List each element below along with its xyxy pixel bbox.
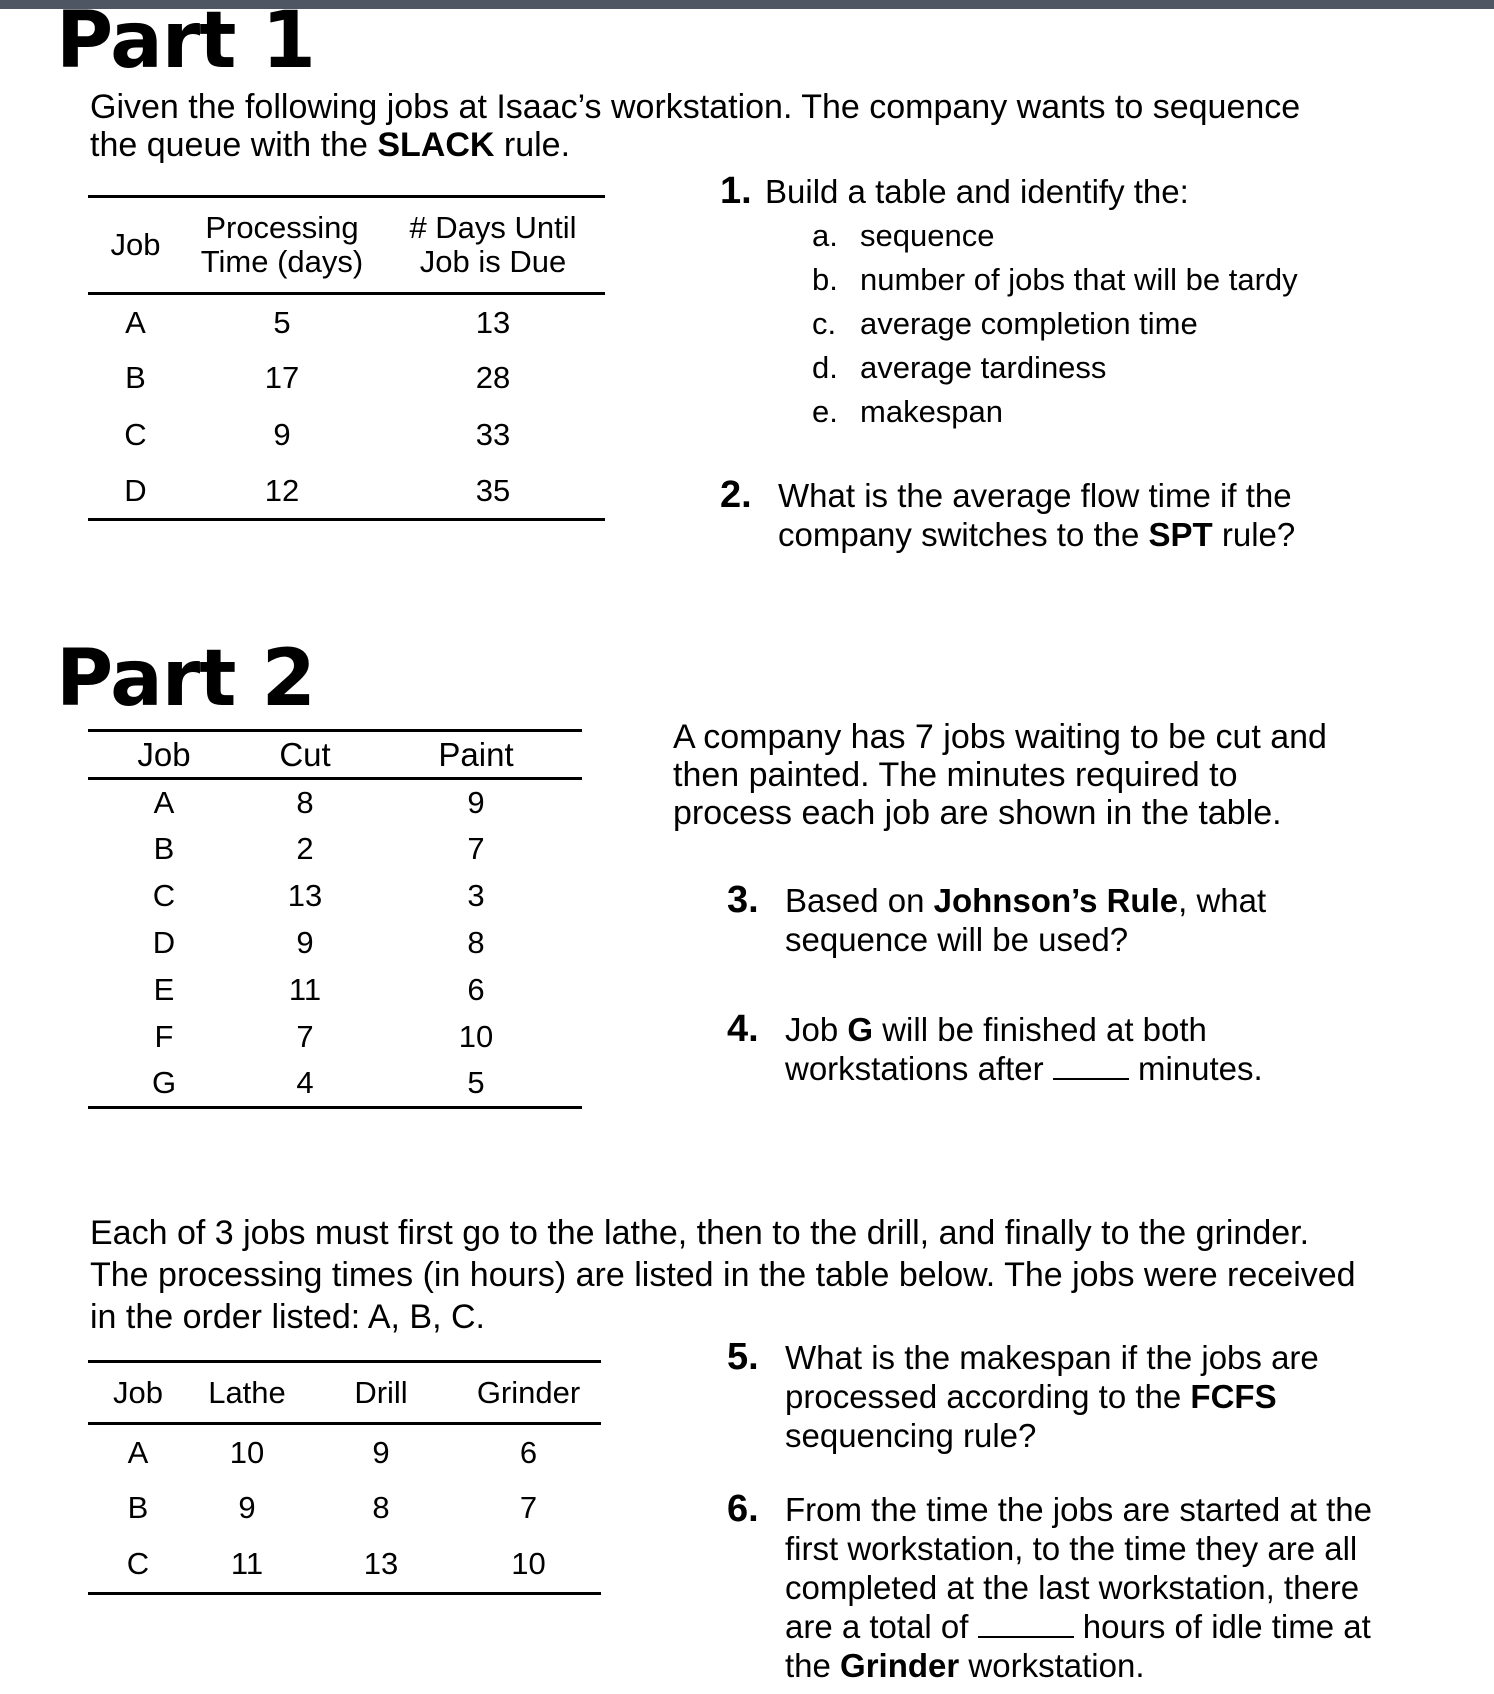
item-text: number of jobs that will be tardy xyxy=(860,262,1298,297)
item-text: makespan xyxy=(860,394,1004,429)
cell-grinder: 7 xyxy=(519,1490,538,1526)
table-row xyxy=(88,1424,601,1481)
part2-intro-line3: process each job are shown in the table. xyxy=(673,794,1282,832)
header-paint: Paint xyxy=(438,735,514,773)
item-letter: b. xyxy=(812,262,838,297)
cell-job: F xyxy=(154,1019,174,1054)
cell-lathe: 9 xyxy=(238,1490,256,1526)
item-text: average tardiness xyxy=(860,350,1107,385)
cell-paint: 9 xyxy=(467,784,485,820)
cell-paint: 6 xyxy=(467,972,485,1007)
cell-job: C xyxy=(124,416,147,452)
cell-job: B xyxy=(127,1490,149,1526)
table-row xyxy=(88,350,605,407)
cell-paint: 8 xyxy=(467,925,485,960)
part2-machines-table xyxy=(88,1360,601,1595)
table-row xyxy=(88,873,582,920)
item-text: average completion time xyxy=(860,306,1198,341)
header-days-until-due: # Days Until Job is Due xyxy=(409,210,577,279)
three-jobs-line1: Each of 3 jobs must first go to the lathe, then to the drill, and finally to the grinder. xyxy=(90,1214,1310,1252)
question-6-number: 6. xyxy=(727,1488,759,1530)
cell-paint: 5 xyxy=(467,1065,485,1101)
part1-intro-line2: the queue with the SLACK rule. xyxy=(90,126,571,164)
cell-paint: 3 xyxy=(467,878,485,913)
answer-blank[interactable] xyxy=(1053,1078,1129,1080)
part1-intro-line1: Given the following jobs at Isaac’s workstation. The company wants to sequence xyxy=(90,88,1301,126)
question-1 xyxy=(720,172,1460,432)
part2-intro xyxy=(673,718,1473,832)
cell-grinder: 10 xyxy=(511,1546,546,1581)
header-drill: Drill xyxy=(354,1374,408,1410)
question-1-item xyxy=(812,258,1298,302)
table-row xyxy=(88,463,605,520)
header-job: Job xyxy=(137,735,191,773)
part2-title: Part 2 xyxy=(56,634,315,724)
cell-due: 28 xyxy=(475,360,511,396)
question-2-line1: What is the average flow time if the xyxy=(778,477,1292,514)
part1-jobs-table xyxy=(88,195,605,521)
cell-job: B xyxy=(125,360,146,396)
question-1-text: Build a table and identify the: xyxy=(765,173,1189,210)
item-letter: e. xyxy=(812,394,838,429)
cell-proc: 12 xyxy=(264,472,300,508)
three-jobs-line3: in the order listed: A, B, C. xyxy=(90,1298,485,1336)
part1-intro xyxy=(90,88,1470,164)
question-3-line2: sequence will be used? xyxy=(785,921,1129,958)
cell-cut: 11 xyxy=(288,972,322,1007)
question-6 xyxy=(727,1488,1467,1684)
question-5-line1: What is the makespan if the jobs are xyxy=(785,1339,1319,1376)
cell-proc: 9 xyxy=(273,416,291,452)
cell-job: G xyxy=(151,1065,177,1101)
header-job: Job xyxy=(110,227,161,262)
question-6-line3: completed at the last workstation, there xyxy=(785,1569,1360,1606)
table-row xyxy=(88,1061,582,1108)
question-2-number: 2. xyxy=(720,474,752,516)
part2-intro-line2: then painted. The minutes required to xyxy=(673,756,1238,794)
cell-paint: 7 xyxy=(467,831,485,866)
question-1-number: 1. xyxy=(720,170,752,212)
table-header-row xyxy=(88,731,582,779)
cell-job: E xyxy=(153,972,175,1007)
cell-lathe: 11 xyxy=(230,1546,264,1581)
three-jobs-line2: The processing times (in hours) are listed in the table below. The jobs were received xyxy=(90,1256,1356,1294)
header-lathe: Lathe xyxy=(208,1374,286,1410)
part2-intro-three-jobs xyxy=(90,1212,1490,1338)
cell-drill: 8 xyxy=(372,1490,390,1526)
cell-job: D xyxy=(124,472,147,508)
table-row xyxy=(88,1480,601,1537)
question-3-number: 3. xyxy=(727,879,759,921)
cell-proc: 5 xyxy=(273,304,291,340)
table-row xyxy=(88,826,582,873)
question-1-items xyxy=(812,214,1298,434)
question-5-number: 5. xyxy=(727,1336,759,1378)
question-6-line2: first workstation, to the time they are all xyxy=(785,1530,1358,1567)
answer-blank[interactable] xyxy=(978,1636,1074,1638)
item-letter: d. xyxy=(812,350,838,385)
cell-due: 33 xyxy=(475,416,511,452)
table-row xyxy=(88,920,582,967)
question-2 xyxy=(720,474,1460,553)
question-5-line3: sequencing rule? xyxy=(785,1417,1037,1454)
cell-cut: 4 xyxy=(296,1065,314,1101)
question-1-item xyxy=(812,214,1298,258)
table-header-row xyxy=(88,1362,601,1424)
table-row xyxy=(88,294,605,351)
slack-rule-term: SLACK xyxy=(377,126,495,164)
cell-job: C xyxy=(152,878,176,913)
cell-cut: 8 xyxy=(296,784,314,820)
table-header-row xyxy=(88,197,605,294)
cell-drill: 9 xyxy=(372,1434,390,1470)
header-grinder: Grinder xyxy=(476,1374,581,1410)
question-5 xyxy=(727,1336,1467,1454)
question-1-item xyxy=(812,346,1298,390)
part1-title: Part 1 xyxy=(56,0,315,86)
cell-lathe: 10 xyxy=(229,1434,265,1470)
question-4-line1: Job G will be finished at both xyxy=(785,1011,1207,1048)
part2-cut-paint-table xyxy=(88,729,582,1109)
cell-cut: 13 xyxy=(287,878,323,913)
item-letter: a. xyxy=(812,218,838,253)
spt-rule-term: SPT xyxy=(1148,516,1213,553)
cell-drill: 13 xyxy=(363,1546,399,1581)
cell-due: 35 xyxy=(475,472,511,508)
cell-job: A xyxy=(125,304,146,340)
question-3 xyxy=(727,879,1467,958)
cell-cut: 9 xyxy=(296,925,314,960)
question-4-number: 4. xyxy=(727,1008,759,1050)
table-row xyxy=(88,1537,601,1594)
cell-cut: 7 xyxy=(296,1019,314,1054)
cell-paint: 10 xyxy=(458,1019,494,1054)
question-3-line1: Based on Johnson’s Rule, what xyxy=(785,882,1267,919)
header-job: Job xyxy=(113,1374,163,1410)
question-1-item xyxy=(812,302,1298,346)
johnsons-rule-term: Johnson’s Rule xyxy=(933,882,1179,919)
cell-due: 13 xyxy=(475,304,511,340)
cell-job: A xyxy=(153,784,175,820)
question-4 xyxy=(727,1008,1467,1087)
question-2-line2: company switches to the SPT rule? xyxy=(778,516,1296,553)
header-cut: Cut xyxy=(279,735,331,773)
item-text: sequence xyxy=(860,218,995,253)
part2-intro-line1: A company has 7 jobs waiting to be cut and xyxy=(673,718,1327,756)
table-row xyxy=(88,967,582,1014)
question-6-line5: the Grinder workstation. xyxy=(785,1647,1145,1684)
cell-cut: 2 xyxy=(296,831,314,866)
question-6-line4: are a total of hours of idle time at xyxy=(785,1608,1371,1645)
grinder-term: Grinder xyxy=(840,1647,960,1684)
table-row xyxy=(88,779,582,826)
question-5-line2: processed according to the FCFS xyxy=(785,1378,1277,1415)
cell-job: C xyxy=(126,1546,150,1581)
table-row xyxy=(88,407,605,464)
job-g-term: G xyxy=(847,1011,874,1048)
cell-job: A xyxy=(127,1434,149,1470)
fcfs-rule-term: FCFS xyxy=(1190,1378,1277,1415)
cell-grinder: 6 xyxy=(519,1434,538,1470)
question-4-line2: workstations after minutes. xyxy=(785,1050,1263,1087)
item-letter: c. xyxy=(812,306,837,341)
header-processing-time: Processing Time (days) xyxy=(200,210,364,279)
question-1-item xyxy=(812,390,1298,434)
cell-job: B xyxy=(153,831,175,866)
cell-proc: 17 xyxy=(264,360,300,396)
cell-job: D xyxy=(152,925,176,960)
question-6-line1: From the time the jobs are started at the xyxy=(785,1491,1372,1528)
table-row xyxy=(88,1014,582,1061)
